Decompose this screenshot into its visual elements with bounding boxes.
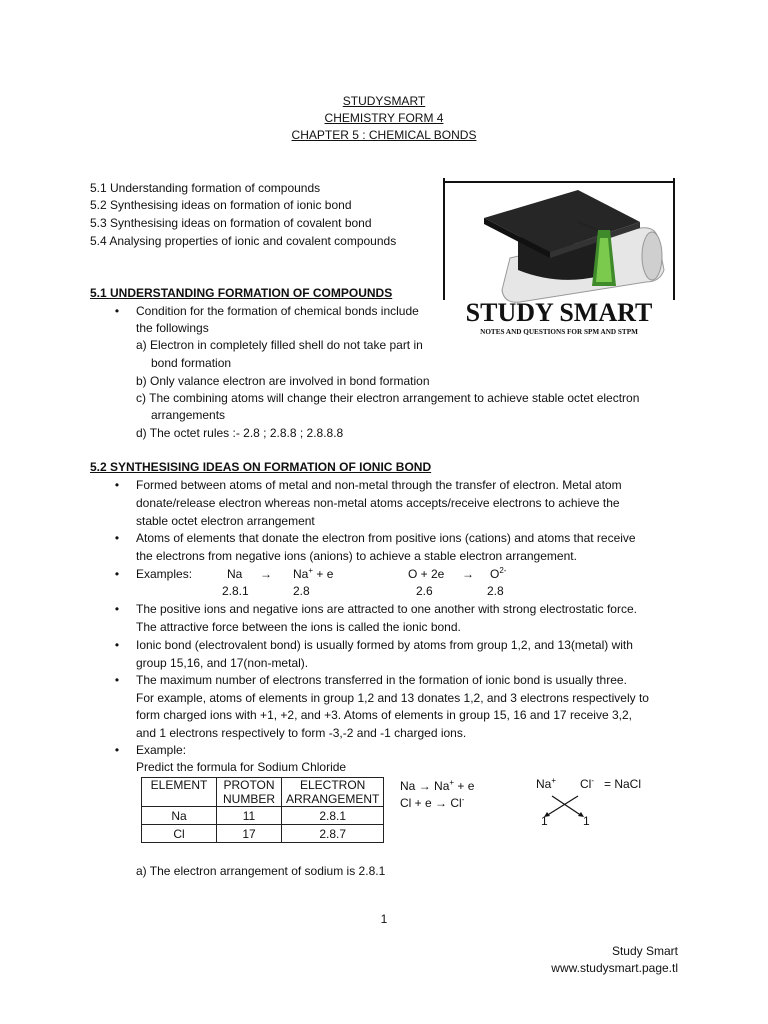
s2-p1-line2: donate/release electron whereas non-metal atoms accepts/receive electrons to achieve the: [136, 496, 620, 510]
s1-item-c-line2: arrangements: [151, 408, 226, 422]
step-a-text: a) The electron arrangement of sodium is 2.8.1: [136, 864, 386, 878]
s1-item-a-line1: a) Electron in completely filled shell do not take part in: [136, 338, 423, 352]
arrow-right-icon: →: [462, 567, 474, 581]
table-row: [142, 807, 384, 825]
graduation-cap-diploma-icon: [440, 178, 678, 338]
s1-item-a-line2: bond formation: [151, 356, 232, 370]
footer-url: www.studysmart.page.tl: [551, 961, 678, 975]
logo-title: STUDY SMART: [465, 298, 653, 327]
arrow-right-icon: →: [418, 779, 431, 793]
bullet-icon: •: [114, 478, 120, 492]
example-na: Na: [227, 567, 243, 581]
logo-subtitle: NOTES AND QUESTIONS FOR SPM AND STPM: [480, 328, 638, 336]
s2-p4-line1: Ionic bond (electrovalent bond) is usually formed by atoms from group 1,2, and 13(metal) with: [136, 638, 633, 652]
section-5-1-title: 5.1 UNDERSTANDING FORMATION OF COMPOUNDS: [90, 286, 393, 300]
bullet-icon: •: [114, 602, 120, 616]
arrow-right-icon: →: [260, 567, 272, 581]
example-na-ion-config: 2.8: [293, 584, 310, 598]
section-5-2-title: 5.2 SYNTHESISING IDEAS ON FORMATION OF IONIC BOND: [90, 460, 432, 474]
arrow-right-icon: →: [435, 796, 448, 810]
s2-p1-line1: Formed between atoms of metal and non-metal through the transfer of electron. Metal atom: [136, 478, 622, 492]
table-header-cell: ELECTRON ARRANGEMENT: [282, 778, 384, 807]
bullet-icon: •: [114, 531, 120, 545]
cross-cl-ion: Cl-: [580, 776, 595, 791]
toc-item-5-4: 5.4 Analysing properties of ionic and covalent compounds: [90, 234, 397, 248]
s2-p5-line4: and 1 electrons respectively to form -3,-2 and -1 charged ions.: [136, 726, 467, 740]
element-table: [141, 777, 384, 843]
table-header-row: [142, 778, 384, 807]
cross-one-left: 1: [541, 814, 548, 828]
bullet-icon: •: [114, 304, 120, 318]
examples-label: Examples:: [136, 567, 193, 581]
table-header-cell: ELEMENT: [142, 778, 217, 807]
table-row: [142, 825, 384, 843]
predict-text: Predict the formula for Sodium Chloride: [136, 760, 347, 774]
example-na-config: 2.8.1: [222, 584, 249, 598]
s2-p4-line2: group 15,16, and 17(non-metal).: [136, 656, 309, 670]
doc-subject: CHEMISTRY FORM 4: [324, 111, 444, 125]
example-label: Example:: [136, 743, 187, 757]
bullet-icon: •: [114, 638, 120, 652]
example-o-config: 2.6: [416, 584, 433, 598]
doc-title: STUDYSMART: [342, 94, 426, 108]
table-cell: 17: [217, 825, 282, 843]
s1-item-d: d) The octet rules :- 2.8 ; 2.8.8 ; 2.8.8.8: [136, 426, 344, 440]
s1-item-c-line1: c) The combining atoms will change their electron arrangement to achieve stable octet electron: [136, 391, 640, 405]
s2-p1-line3: stable octet electron arrangement: [136, 514, 315, 528]
cross-result: = NaCl: [604, 777, 642, 791]
doc-chapter: CHAPTER 5 : CHEMICAL BONDS: [291, 128, 477, 142]
example-o-2e: O + 2e: [408, 567, 445, 581]
bullet-icon: •: [114, 743, 120, 757]
equation-na: Na → Na+ + e: [400, 778, 475, 793]
footer-brand: Study Smart: [611, 944, 678, 958]
table-cell: 2.8.1: [282, 807, 384, 825]
s2-p2-line1: Atoms of elements that donate the electron from positive ions (cations) and atoms that receive: [136, 531, 636, 545]
table-cell: Cl: [142, 825, 217, 843]
bullet-icon: •: [114, 673, 120, 687]
s2-p5-line1: The maximum number of electrons transferred in the formation of ionic bond is usually three.: [136, 673, 627, 687]
cross-na-ion: Na+: [536, 776, 557, 791]
example-na-ion: Na+ + e: [293, 566, 334, 581]
s2-p3-line1: The positive ions and negative ions are attracted to one another with strong electrostatic force.: [136, 602, 637, 616]
toc-item-5-2: 5.2 Synthesising ideas on formation of ionic bond: [90, 198, 352, 212]
page-number: 1: [380, 912, 388, 926]
table-cell: 2.8.7: [282, 825, 384, 843]
table-cell: Na: [142, 807, 217, 825]
toc-item-5-3: 5.3 Synthesising ideas on formation of covalent bond: [90, 216, 372, 230]
cross-one-right: 1: [583, 814, 590, 828]
table-header-cell: PROTON NUMBER: [217, 778, 282, 807]
s2-p2-line2: the electrons from negative ions (anions) to achieve a stable electron arrangement.: [136, 549, 577, 563]
bullet-icon: •: [114, 567, 120, 581]
equation-cl: Cl + e → Cl-: [400, 795, 465, 810]
s2-p5-line2: For example, atoms of elements in group 1,2 and 13 donates 1,2, and 3 electrons respectively to: [136, 691, 649, 705]
example-o-ion: $O^{2-}$: [490, 566, 507, 581]
example-o-ion-config: 2.8: [487, 584, 504, 598]
s1-item-b: b) Only valance electron are involved in bond formation: [136, 374, 430, 388]
s1-bullet-line1: Condition for the formation of chemical bonds include: [136, 304, 419, 318]
table-cell: 11: [217, 807, 282, 825]
toc-item-5-1: 5.1 Understanding formation of compounds: [90, 181, 321, 195]
s2-p5-line3: form charged ions with +1, +2, and +3. Atoms of elements in group 15, 16 and 17 receive 3,2,: [136, 708, 632, 722]
study-smart-logo: [440, 178, 678, 338]
s2-p3-line2: The attractive force between the ions is called the ionic bond.: [136, 620, 461, 634]
s1-bullet-line2: the followings: [136, 321, 209, 335]
